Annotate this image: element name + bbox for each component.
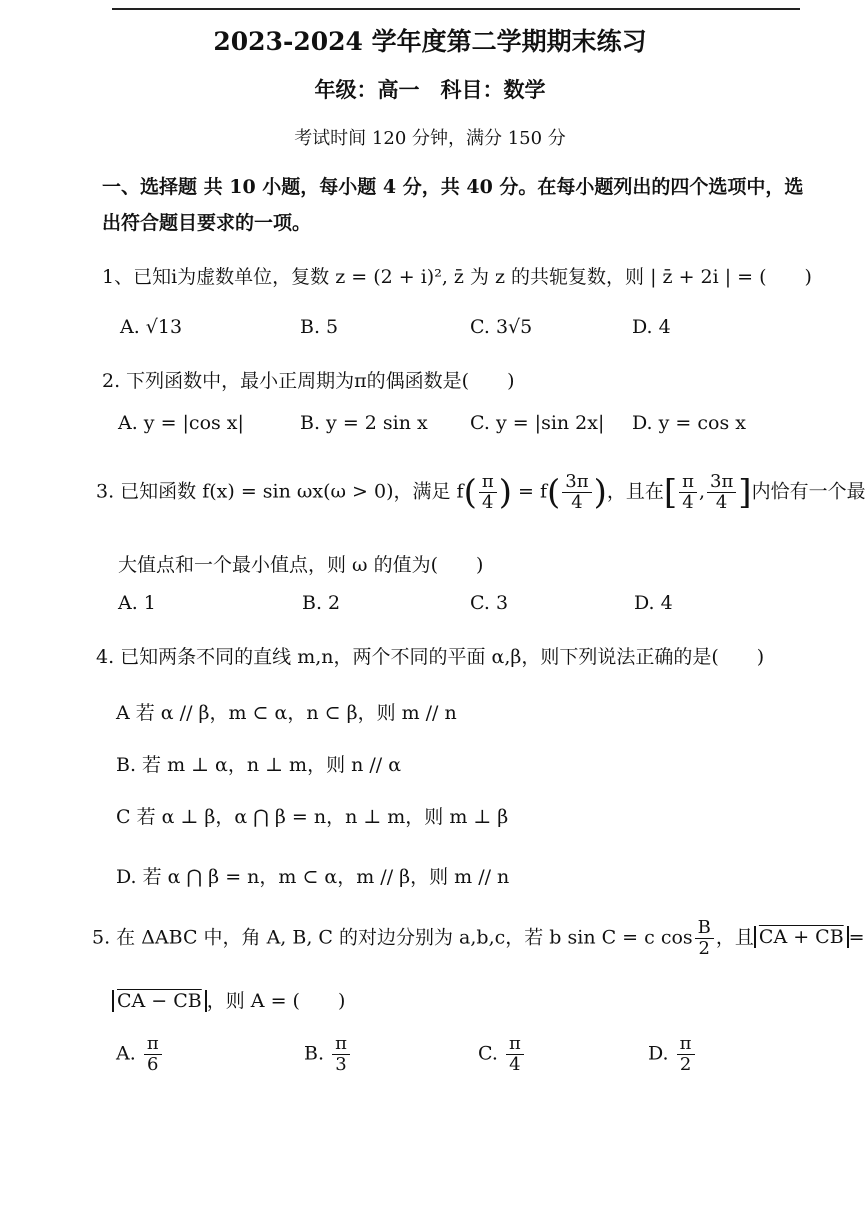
q3-bracket-close: ] bbox=[738, 472, 752, 513]
q3-fraction-pi-over-4 bbox=[479, 472, 497, 513]
q5-frac-num: π bbox=[332, 1034, 350, 1055]
q4-option-d: D. 若 α ⋂ β = n，m ⊂ α，m // β，则 m // n bbox=[116, 866, 510, 888]
section-heading-line2: 出符合题目要求的一项。 bbox=[102, 212, 312, 234]
q5-frac-den: 4 bbox=[509, 1053, 521, 1075]
q2-option-d: D. y = cos x bbox=[632, 412, 746, 434]
q3-paren-close-1: ) bbox=[498, 472, 512, 513]
q4-option-a: A 若 α // β，m ⊂ α，n ⊂ β，则 m // n bbox=[116, 702, 457, 724]
page-subtitle: 年级：高一 科目：数学 bbox=[314, 77, 546, 102]
q2-option-b: B. y = 2 sin x bbox=[300, 412, 428, 434]
q5-frac-den: 2 bbox=[698, 937, 710, 959]
q1-option-b: B. 5 bbox=[300, 316, 339, 338]
q5-fraction-b-over-2 bbox=[695, 918, 714, 959]
question-3-stem-line1 bbox=[96, 472, 866, 513]
q5-frac-den: 3 bbox=[335, 1053, 347, 1075]
q3-frac-den: 4 bbox=[571, 491, 583, 513]
q5-frac-den: 6 bbox=[147, 1053, 159, 1075]
q3-fraction-3pi-over-4 bbox=[562, 472, 591, 513]
q3-option-c: C. 3 bbox=[470, 592, 509, 614]
q5-option-c bbox=[478, 1034, 526, 1075]
page-title: 2023-2024 学年度第二学期期末练习 bbox=[213, 27, 647, 56]
q5-option-a bbox=[116, 1034, 164, 1075]
question-5-stem-line2 bbox=[112, 986, 345, 1013]
q3-frac-num: 3π bbox=[562, 472, 591, 493]
q5-frac-num: π bbox=[506, 1034, 524, 1055]
q2-option-c: C. y = |sin 2x| bbox=[470, 412, 605, 434]
q1-option-a: A. √13 bbox=[120, 316, 183, 338]
q3-paren-open-2: ( bbox=[547, 472, 561, 513]
exam-time: 考试时间 120 分钟，满分 150 分 bbox=[294, 128, 566, 149]
q5-abs-sum: CA + CB bbox=[754, 926, 849, 948]
q3-frac-num: π bbox=[679, 472, 697, 493]
q3-frac-num: 3π bbox=[707, 472, 736, 493]
q3-frac-num: π bbox=[479, 472, 497, 493]
q3-eq: = f bbox=[518, 480, 547, 503]
top-rule bbox=[112, 8, 800, 10]
q5-option-b-fraction bbox=[332, 1034, 350, 1075]
question-3-stem-line2: 大值点和一个最小值点，则 ω 的值为( ) bbox=[118, 554, 484, 576]
q5-line2-tail: ，则 A = ( ) bbox=[206, 990, 346, 1012]
question-1-stem: 1、已知i为虚数单位，复数 z = (2 + i)², z̄ 为 z 的共轭复数，则 | z̄ + 2i | = ( ) bbox=[102, 266, 812, 288]
q4-option-b: B. 若 m ⊥ α，n ⊥ m，则 n // α bbox=[116, 754, 402, 776]
q3-option-a: A. 1 bbox=[118, 592, 156, 614]
q5-stem-part-b: ，且 bbox=[715, 926, 754, 949]
q5-stem-part-a: 5. 在 ΔABC 中，角 A, B, C 的对边分别为 a,b,c，若 b sin C = c cos bbox=[92, 926, 693, 949]
q5-frac-num: B bbox=[695, 918, 714, 939]
q3-paren-close-2: ) bbox=[593, 472, 607, 513]
q3-tail: 内恰有一个最 bbox=[751, 480, 866, 503]
q1-option-d: D. 4 bbox=[632, 316, 671, 338]
q5-frac-den: 2 bbox=[679, 1053, 692, 1075]
q3-option-d: D. 4 bbox=[634, 592, 673, 614]
q3-bracket-open: [ bbox=[663, 472, 678, 513]
q3-frac-den: 4 bbox=[682, 491, 694, 513]
q3-interval-comma: , bbox=[698, 480, 705, 503]
q3-stem-part-a: 3. 已知函数 f(x) = sin ωx(ω > 0)，满足 f bbox=[96, 480, 464, 503]
q5-option-b bbox=[304, 1034, 352, 1075]
question-2-stem: 2. 下列函数中，最小正周期为π的偶函数是( ) bbox=[102, 370, 515, 392]
question-4-stem: 4. 已知两条不同的直线 m,n，两个不同的平面 α,β，则下列说法正确的是( ) bbox=[96, 646, 765, 668]
q5-eq: = bbox=[848, 926, 865, 949]
q1-option-c: C. 3√5 bbox=[470, 316, 533, 338]
q5-option-c-label: C. bbox=[478, 1042, 498, 1065]
q3-paren-open-1: ( bbox=[463, 472, 477, 513]
q3-frac-den: 4 bbox=[482, 491, 494, 513]
q4-option-c: C 若 α ⊥ β，α ⋂ β = n，n ⊥ m，则 m ⊥ β bbox=[116, 806, 509, 828]
q2-option-a: A. y = |cos x| bbox=[118, 412, 244, 434]
q5-option-d-fraction bbox=[677, 1034, 695, 1075]
q5-option-c-fraction bbox=[506, 1034, 524, 1075]
q3-interval-lower bbox=[679, 472, 697, 513]
q5-option-d-label: D. bbox=[648, 1042, 669, 1065]
q5-option-b-label: B. bbox=[304, 1042, 325, 1065]
question-5-stem-line1 bbox=[92, 918, 865, 959]
q5-abs-diff: CA − CB bbox=[112, 990, 207, 1012]
q3-interval-upper bbox=[707, 472, 736, 513]
q5-option-a-fraction bbox=[144, 1034, 162, 1075]
q5-frac-num: π bbox=[677, 1034, 695, 1055]
q3-frac-den: 4 bbox=[715, 491, 728, 513]
q5-frac-num: π bbox=[144, 1034, 162, 1055]
q5-option-d bbox=[648, 1034, 697, 1075]
q5-option-a-label: A. bbox=[116, 1042, 136, 1065]
q3-mid: ，且在 bbox=[606, 480, 664, 503]
q3-option-b: B. 2 bbox=[302, 592, 341, 614]
section-heading-line1: 一、选择题 共 10 小题，每小题 4 分，共 40 分。在每小题列出的四个选项中，选 bbox=[102, 176, 804, 198]
